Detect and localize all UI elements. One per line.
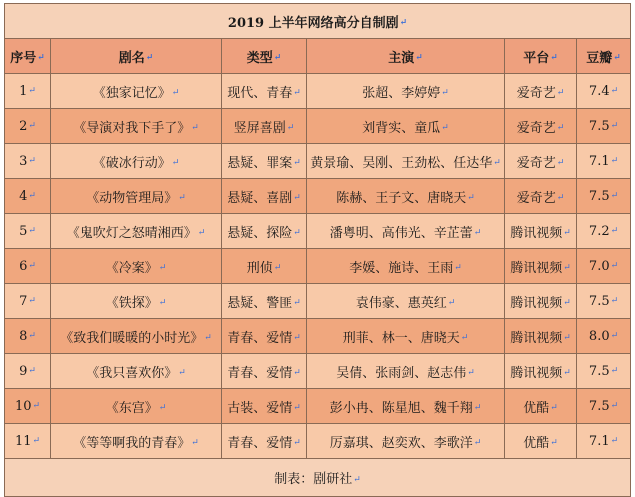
return-arrow-icon: ↵ <box>441 88 449 98</box>
return-arrow-icon: ↵ <box>550 438 558 448</box>
return-arrow-icon: ↵ <box>37 53 45 63</box>
return-arrow-icon: ↵ <box>158 298 167 308</box>
cell-no: 6↵ <box>5 249 51 284</box>
cell-cast: 吴倩、张雨剑、赵志伟↵ <box>307 354 505 389</box>
return-arrow-icon: ↵ <box>454 263 462 273</box>
return-arrow-icon: ↵ <box>447 298 456 308</box>
return-arrow-icon: ↵ <box>293 158 301 168</box>
return-arrow-icon: ↵ <box>197 228 206 238</box>
return-arrow-icon: ↵ <box>171 158 180 168</box>
return-arrow-icon: ↵ <box>563 228 571 238</box>
cell-type: 青春、爱情↵ <box>222 319 307 354</box>
return-arrow-icon: ↵ <box>293 228 301 238</box>
return-arrow-icon: ↵ <box>556 123 565 133</box>
cell-name: 《我只喜欢你》↵ <box>51 354 222 389</box>
return-arrow-icon: ↵ <box>610 226 619 236</box>
cell-douban-score: 7.5↵ <box>577 389 631 424</box>
cell-no: 8↵ <box>5 319 51 354</box>
cell-no: 11↵ <box>5 424 51 459</box>
return-arrow-icon: ↵ <box>610 366 619 376</box>
cell-platform: 爱奇艺↵ <box>505 179 577 214</box>
return-arrow-icon: ↵ <box>610 296 619 306</box>
cell-type: 竖屏喜剧↵ <box>222 109 307 144</box>
return-arrow-icon: ↵ <box>293 193 301 203</box>
return-arrow-icon: ↵ <box>204 333 212 343</box>
return-arrow-icon: ↵ <box>273 53 282 63</box>
return-arrow-icon: ↵ <box>441 123 449 133</box>
cell-type: 悬疑、罪案↵ <box>222 144 307 179</box>
table-row <box>5 424 631 459</box>
return-arrow-icon: ↵ <box>556 88 565 98</box>
return-arrow-icon: ↵ <box>493 158 501 168</box>
return-arrow-icon: ↵ <box>158 403 167 413</box>
high-score-drama-table <box>4 3 631 497</box>
cell-platform: 腾讯视频↵ <box>505 319 577 354</box>
cell-no: 1↵ <box>5 74 51 109</box>
return-arrow-icon: ↵ <box>563 368 571 378</box>
return-arrow-icon: ↵ <box>293 438 301 448</box>
cell-type: 刑侦↵ <box>222 249 307 284</box>
return-arrow-icon: ↵ <box>610 436 619 446</box>
return-arrow-icon: ↵ <box>32 401 41 411</box>
table-title: 2019 上半年网络高分自制剧 <box>227 15 399 31</box>
return-arrow-icon: ↵ <box>556 158 565 168</box>
cell-type: 青春、爱情↵ <box>222 424 307 459</box>
return-arrow-icon: ↵ <box>28 366 36 376</box>
table-row <box>5 284 631 319</box>
return-arrow-icon: ↵ <box>610 86 619 96</box>
cell-douban-score: 7.5↵ <box>577 354 631 389</box>
table-footer-row <box>5 459 631 497</box>
return-arrow-icon: ↵ <box>28 156 36 166</box>
cell-cast: 陈赫、王子文、唐晓天↵ <box>307 179 505 214</box>
cell-no: 9↵ <box>5 354 51 389</box>
return-arrow-icon: ↵ <box>273 263 282 273</box>
return-arrow-icon: ↵ <box>191 438 199 448</box>
return-arrow-icon: ↵ <box>28 86 36 96</box>
return-arrow-icon: ↵ <box>473 438 482 448</box>
return-arrow-icon: ↵ <box>353 474 361 485</box>
cell-name: 《冷案》↵ <box>51 249 222 284</box>
cell-cast: 黄景瑜、吴刚、王劲松、任达华↵ <box>307 144 505 179</box>
return-arrow-icon: ↵ <box>460 333 469 343</box>
cell-name: 《破冰行动》↵ <box>51 144 222 179</box>
cell-cast: 厉嘉琪、赵奕欢、李歌洋↵ <box>307 424 505 459</box>
document-table-wrapper <box>4 3 630 497</box>
cell-douban-score: 7.2↵ <box>577 214 631 249</box>
table-row <box>5 74 631 109</box>
return-arrow-icon: ↵ <box>28 331 36 341</box>
return-arrow-icon: ↵ <box>293 88 301 98</box>
cell-no: 5↵ <box>5 214 51 249</box>
header-name: 剧名↵ <box>51 39 222 74</box>
return-arrow-icon: ↵ <box>473 403 482 413</box>
cell-cast: 张超、李婷婷↵ <box>307 74 505 109</box>
header-type: 类型↵ <box>222 39 307 74</box>
return-arrow-icon: ↵ <box>28 121 36 131</box>
cell-platform: 腾讯视频↵ <box>505 249 577 284</box>
cell-douban-score: 7.5↵ <box>577 109 631 144</box>
cell-no: 4↵ <box>5 179 51 214</box>
table-row <box>5 249 631 284</box>
cell-no: 3↵ <box>5 144 51 179</box>
return-arrow-icon: ↵ <box>467 193 475 203</box>
header-no: 序号↵ <box>5 39 51 74</box>
cell-douban-score: 7.1↵ <box>577 424 631 459</box>
return-arrow-icon: ↵ <box>563 298 571 308</box>
cell-no: 10↵ <box>5 389 51 424</box>
cell-douban-score: 7.0↵ <box>577 249 631 284</box>
cell-douban-score: 7.1↵ <box>577 144 631 179</box>
table-row <box>5 214 631 249</box>
return-arrow-icon: ↵ <box>467 368 475 378</box>
cell-cast: 李媛、施诗、王雨↵ <box>307 249 505 284</box>
cell-platform: 爱奇艺↵ <box>505 144 577 179</box>
cell-name: 《动物管理局》↵ <box>51 179 222 214</box>
cell-cast: 彭小冉、陈星旭、魏千翔↵ <box>307 389 505 424</box>
table-footer-cell <box>5 459 631 497</box>
return-arrow-icon: ↵ <box>610 261 619 271</box>
return-arrow-icon: ↵ <box>158 263 167 273</box>
table-row <box>5 179 631 214</box>
cell-type: 古装、爱情↵ <box>222 389 307 424</box>
cell-douban-score: 7.4↵ <box>577 74 631 109</box>
cell-name: 《鬼吹灯之怒晴湘西》↵ <box>51 214 222 249</box>
cell-douban-score: 7.5↵ <box>577 284 631 319</box>
table-header-row <box>5 39 631 74</box>
cell-name: 《铁探》↵ <box>51 284 222 319</box>
return-arrow-icon: ↵ <box>550 403 558 413</box>
return-arrow-icon: ↵ <box>610 121 619 131</box>
return-arrow-icon: ↵ <box>550 53 558 63</box>
return-arrow-icon: ↵ <box>191 123 199 133</box>
cell-no: 7↵ <box>5 284 51 319</box>
cell-type: 悬疑、喜剧↵ <box>222 179 307 214</box>
return-arrow-icon: ↵ <box>293 298 301 308</box>
header-douban: 豆瓣↵ <box>577 39 631 74</box>
cell-name: 《导演对我下手了》↵ <box>51 109 222 144</box>
table-title-cell <box>5 4 631 39</box>
return-arrow-icon: ↵ <box>28 296 36 306</box>
cell-name: 《独家记忆》↵ <box>51 74 222 109</box>
return-arrow-icon: ↵ <box>28 261 36 271</box>
return-arrow-icon: ↵ <box>556 193 565 203</box>
return-arrow-icon: ↵ <box>610 156 619 166</box>
cell-platform: 爱奇艺↵ <box>505 109 577 144</box>
cell-platform: 腾讯视频↵ <box>505 354 577 389</box>
cell-platform: 腾讯视频↵ <box>505 214 577 249</box>
return-arrow-icon: ↵ <box>613 53 621 63</box>
table-row <box>5 109 631 144</box>
return-arrow-icon: ↵ <box>293 333 301 343</box>
return-arrow-icon: ↵ <box>32 436 41 446</box>
cell-cast: 刑菲、林一、唐晓天↵ <box>307 319 505 354</box>
cell-platform: 优酷↵ <box>505 424 577 459</box>
table-title-row <box>5 4 631 39</box>
header-cast: 主演↵ <box>307 39 505 74</box>
return-arrow-icon: ↵ <box>286 123 295 133</box>
return-arrow-icon: ↵ <box>178 368 186 378</box>
return-arrow-icon: ↵ <box>473 228 482 238</box>
return-arrow-icon: ↵ <box>399 18 408 28</box>
table-row <box>5 389 631 424</box>
return-arrow-icon: ↵ <box>610 331 619 341</box>
table-row <box>5 354 631 389</box>
return-arrow-icon: ↵ <box>28 226 36 236</box>
cell-cast: 袁伟豪、惠英红↵ <box>307 284 505 319</box>
return-arrow-icon: ↵ <box>178 193 186 203</box>
cell-cast: 刘背实、童瓜↵ <box>307 109 505 144</box>
header-platform: 平台↵ <box>505 39 577 74</box>
return-arrow-icon: ↵ <box>610 401 619 411</box>
return-arrow-icon: ↵ <box>610 191 619 201</box>
return-arrow-icon: ↵ <box>28 191 36 201</box>
table-row <box>5 319 631 354</box>
cell-type: 现代、青春↵ <box>222 74 307 109</box>
cell-name: 《致我们暖暖的小时光》↵ <box>51 319 222 354</box>
cell-type: 青春、爱情↵ <box>222 354 307 389</box>
cell-douban-score: 7.5↵ <box>577 179 631 214</box>
cell-platform: 腾讯视频↵ <box>505 284 577 319</box>
cell-type: 悬疑、警匪↵ <box>222 284 307 319</box>
cell-name: 《等等啊我的青春》↵ <box>51 424 222 459</box>
table-footer: 制表：剧研社 <box>274 472 353 487</box>
cell-cast: 潘粤明、高伟光、辛芷蕾↵ <box>307 214 505 249</box>
return-arrow-icon: ↵ <box>563 263 571 273</box>
return-arrow-icon: ↵ <box>171 88 180 98</box>
cell-no: 2↵ <box>5 109 51 144</box>
cell-douban-score: 8.0↵ <box>577 319 631 354</box>
cell-name: 《东宫》↵ <box>51 389 222 424</box>
return-arrow-icon: ↵ <box>293 403 301 413</box>
return-arrow-icon: ↵ <box>293 368 301 378</box>
cell-type: 悬疑、探险↵ <box>222 214 307 249</box>
cell-platform: 爱奇艺↵ <box>505 74 577 109</box>
table-row <box>5 144 631 179</box>
return-arrow-icon: ↵ <box>415 53 423 63</box>
return-arrow-icon: ↵ <box>563 333 571 343</box>
table-body <box>5 74 631 459</box>
cell-platform: 优酷↵ <box>505 389 577 424</box>
return-arrow-icon: ↵ <box>145 53 154 63</box>
